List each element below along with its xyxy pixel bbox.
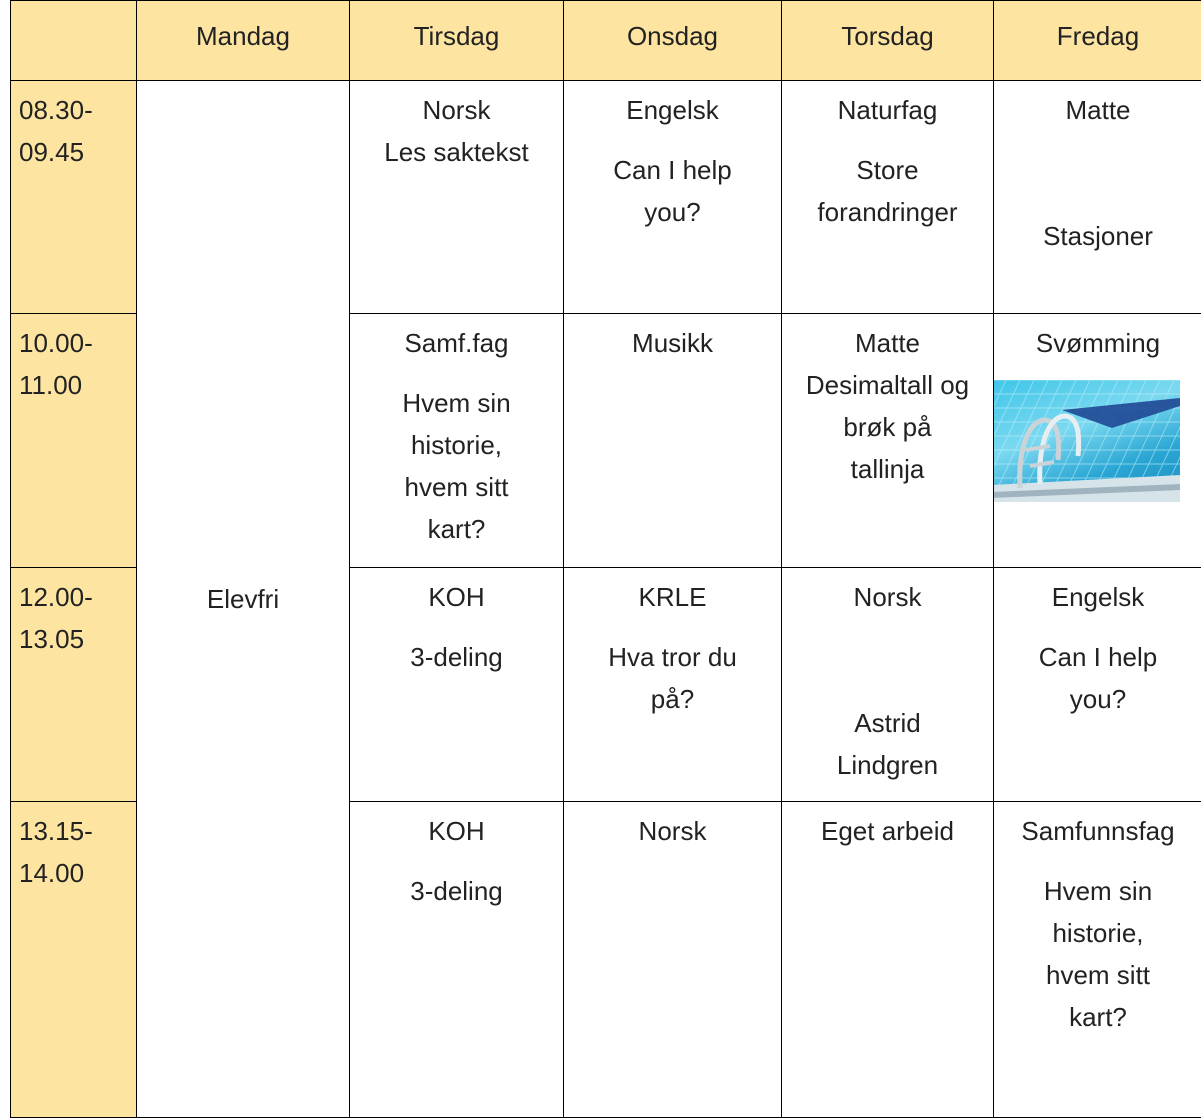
topic: Hvem sin xyxy=(354,382,559,424)
topic: Desimaltall og xyxy=(786,364,989,406)
subject: Eget arbeid xyxy=(786,810,989,852)
lesson-cell xyxy=(350,568,564,802)
topic: Can I help xyxy=(568,149,777,191)
lesson-cell xyxy=(564,802,782,1118)
day-header-mandag: Mandag xyxy=(137,1,350,81)
subject: Engelsk xyxy=(568,89,777,131)
lesson-cell xyxy=(350,81,564,314)
topic: Les saktekst xyxy=(354,131,559,173)
topic: Store xyxy=(786,149,989,191)
lesson-cell xyxy=(350,314,564,568)
lesson-cell xyxy=(782,81,994,314)
swimming-pool-image xyxy=(994,380,1181,502)
time-start: 08.30- xyxy=(19,89,132,131)
topic: brøk på xyxy=(786,406,989,448)
topic: kart? xyxy=(998,996,1198,1038)
topic: 3-deling xyxy=(354,636,559,678)
time-end: 11.00 xyxy=(19,364,132,406)
subject: Samf.fag xyxy=(354,322,559,364)
topic: kart? xyxy=(354,508,559,550)
topic: Hvem sin xyxy=(998,870,1198,912)
elevfri-label: Elevfri xyxy=(137,578,349,620)
table-row xyxy=(11,81,1201,314)
subject: Matte xyxy=(998,89,1198,131)
subject: KOH xyxy=(354,810,559,852)
topic: 3-deling xyxy=(354,870,559,912)
day-header-onsdag: Onsdag xyxy=(564,1,782,81)
time-cell xyxy=(11,81,137,314)
time-start: 13.15- xyxy=(19,810,132,852)
topic: historie, xyxy=(998,912,1198,954)
subject: KOH xyxy=(354,576,559,618)
weekly-timetable xyxy=(10,0,1201,1118)
topic: tallinja xyxy=(786,448,989,490)
topic: historie, xyxy=(354,424,559,466)
lesson-cell xyxy=(782,568,994,802)
topic: forandringer xyxy=(786,191,989,233)
lesson-cell xyxy=(994,568,1201,802)
lesson-cell xyxy=(564,568,782,802)
lesson-cell xyxy=(994,314,1201,568)
subject: Engelsk xyxy=(998,576,1198,618)
topic: Lindgren xyxy=(786,744,989,786)
day-header-torsdag: Torsdag xyxy=(782,1,994,81)
header-row xyxy=(11,1,1201,81)
lesson-cell xyxy=(782,314,994,568)
time-start: 10.00- xyxy=(19,322,132,364)
lesson-cell xyxy=(782,802,994,1118)
time-cell xyxy=(11,314,137,568)
topic: hvem sitt xyxy=(998,954,1198,996)
pool-ladder-icon xyxy=(994,380,1181,502)
time-start: 12.00- xyxy=(19,576,132,618)
topic: Astrid xyxy=(786,702,989,744)
lesson-cell xyxy=(350,802,564,1118)
subject: Norsk xyxy=(786,576,989,618)
lesson-cell xyxy=(564,81,782,314)
time-end: 09.45 xyxy=(19,131,132,173)
topic: Hva tror du xyxy=(568,636,777,678)
time-end: 14.00 xyxy=(19,852,132,894)
day-header-fredag: Fredag xyxy=(994,1,1201,81)
time-cell xyxy=(11,568,137,802)
lesson-cell xyxy=(564,314,782,568)
mandag-cell xyxy=(137,81,350,1118)
lesson-cell xyxy=(994,802,1201,1118)
topic: på? xyxy=(568,678,777,720)
subject: Naturfag xyxy=(786,89,989,131)
time-cell xyxy=(11,802,137,1118)
time-end: 13.05 xyxy=(19,618,132,660)
subject: Musikk xyxy=(568,322,777,364)
topic: hvem sitt xyxy=(354,466,559,508)
subject: Samfunnsfag xyxy=(998,810,1198,852)
subject: Norsk xyxy=(568,810,777,852)
subject: Norsk xyxy=(354,89,559,131)
subject: KRLE xyxy=(568,576,777,618)
topic: you? xyxy=(998,678,1198,720)
day-header-tirsdag: Tirsdag xyxy=(350,1,564,81)
topic: Can I help xyxy=(998,636,1198,678)
subject: Matte xyxy=(786,322,989,364)
topic: Stasjoner xyxy=(998,215,1198,257)
subject: Svømming xyxy=(998,322,1198,364)
lesson-cell xyxy=(994,81,1201,314)
corner-cell xyxy=(11,1,137,81)
topic: you? xyxy=(568,191,777,233)
